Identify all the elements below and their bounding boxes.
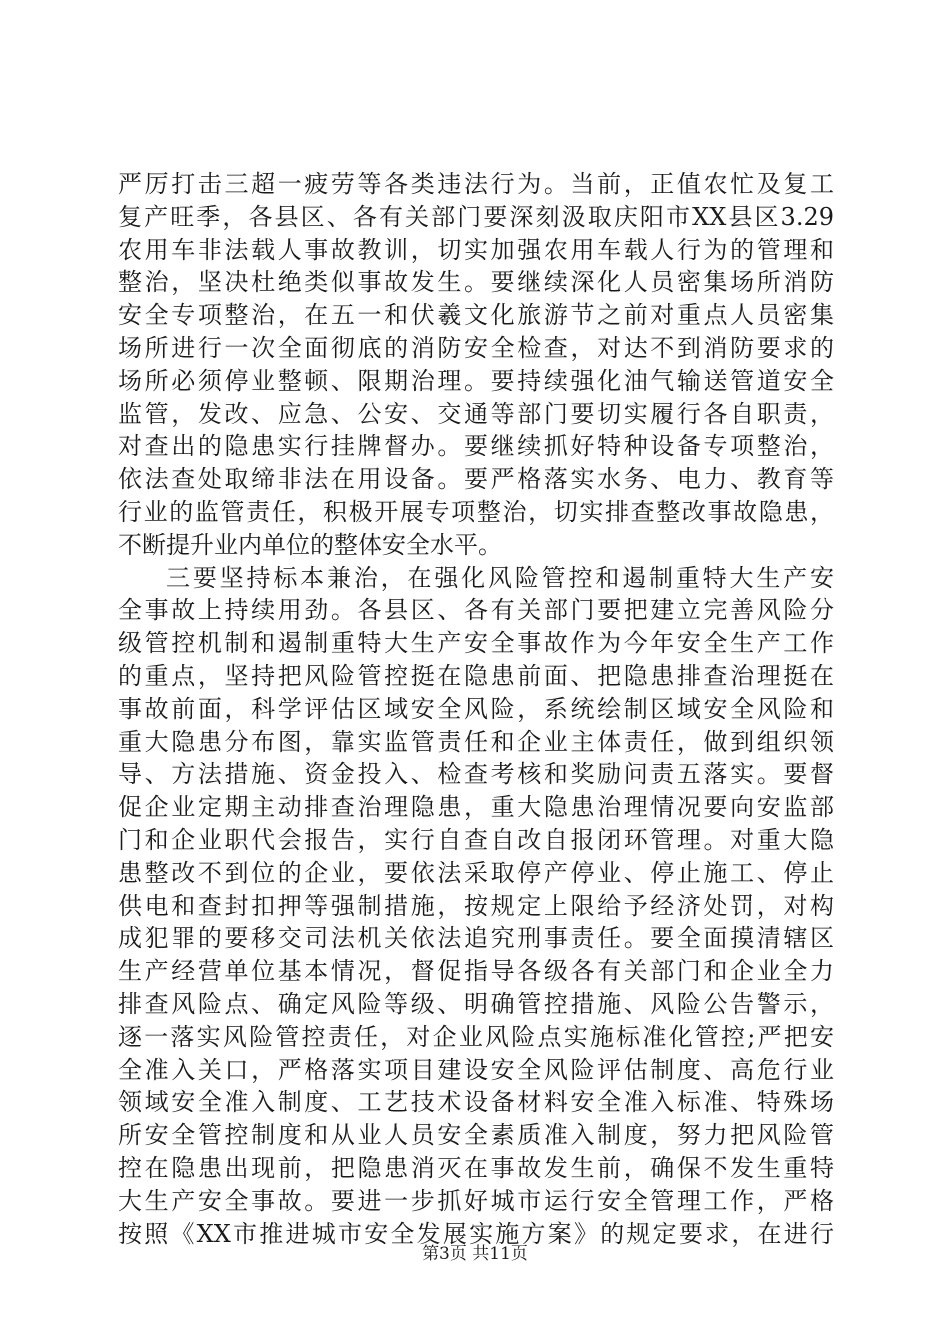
text-line: 监管，发改、应急、公安、交通等部门要切实履行各自职责， (118, 399, 834, 428)
text-line: 全事故上持续用劲。各县区、各有关部门要把建立完善风险分 (118, 596, 834, 625)
text-line: 导、方法措施、资金投入、检查考核和奖励问责五落实。要督 (118, 760, 834, 789)
paragraph-2 (118, 562, 834, 1251)
text-line: 大生产安全事故。要进一步抓好城市运行安全管理工作，严格 (118, 1186, 834, 1215)
text-line: 领域安全准入制度、工艺技术设备材料安全准入标准、特殊场 (118, 1088, 834, 1117)
text-line: 排查风险点、确定风险等级、明确管控措施、风险公告警示， (118, 989, 834, 1018)
text-line: 门和企业职代会报告，实行自查自改自报闭环管理。对重大隐 (118, 825, 834, 854)
text-line: 整治，坚决杜绝类似事故发生。要继续深化人员密集场所消防 (118, 268, 834, 297)
text-line: 依法查处取缔非法在用设备。要严格落实水务、电力、教育等 (118, 465, 834, 494)
text-line: 事故前面，科学评估区域安全风险，系统绘制区域安全风险和 (118, 694, 834, 723)
text-line: 行业的监管责任，积极开展专项整治，切实排查整改事故隐患， (118, 497, 834, 526)
text-line: 促企业定期主动排查治理隐患，重大隐患治理情况要向安监部 (118, 793, 834, 822)
text-line: 生产经营单位基本情况，督促指导各级各有关部门和企业全力 (118, 957, 834, 986)
text-line: 逐一落实风险管控责任，对企业风险点实施标准化管控;严把安 (118, 1022, 834, 1051)
text-line: 复产旺季，各县区、各有关部门要深刻汲取庆阳市XX县区3.29 (118, 202, 834, 231)
text-line: 供电和查封扣押等强制措施，按规定上限给予经济处罚，对构 (118, 891, 834, 920)
text-line: 严厉打击三超一疲劳等各类违法行为。当前，正值农忙及复工 (118, 170, 834, 198)
text-line: 不断提升业内单位的整体安全水平。 (118, 530, 502, 559)
text-line: 按照《XX市推进城市安全发展实施方案》的规定要求，在进行 (118, 1219, 834, 1248)
text-line: 重大隐患分布图，靠实监管责任和企业主体责任，做到组织领 (118, 727, 834, 756)
text-line: 全准入关口，严格落实项目建设安全风险评估制度、高危行业 (118, 1055, 834, 1084)
text-line: 对查出的隐患实行挂牌督办。要继续抓好特种设备专项整治， (118, 432, 834, 461)
text-line: 控在隐患出现前，把隐患消灭在事故发生前，确保不发生重特 (118, 1153, 834, 1182)
text-line: 成犯罪的要移交司法机关依法追究刑事责任。要全面摸清辖区 (118, 924, 834, 953)
text-line: 场所必须停业整顿、限期治理。要持续强化油气输送管道安全 (118, 366, 834, 395)
document-body (118, 168, 834, 1250)
text-line: 所安全管控制度和从业人员安全素质准入制度，努力把风险管 (118, 1121, 834, 1150)
paragraph-1 (118, 168, 834, 562)
text-line: 级管控机制和遏制重特大生产安全事故作为今年安全生产工作 (118, 629, 834, 658)
page-footer (0, 1243, 950, 1265)
text-line: 场所进行一次全面彻底的消防安全检查，对达不到消防要求的 (118, 333, 834, 362)
text-line: 三要坚持标本兼治，在强化风险管控和遏制重特大生产安 (166, 563, 834, 592)
text-line: 患整改不到位的企业，要依法采取停产停业、停止施工、停止 (118, 858, 834, 887)
text-line: 的重点，坚持把风险管控挺在隐患前面、把隐患排查治理挺在 (118, 661, 834, 690)
text-line: 安全专项整治，在五一和伏羲文化旅游节之前对重点人员密集 (118, 301, 834, 330)
page-number: 第3页 共11页 (422, 1244, 528, 1264)
text-line: 农用车非法载人事故教训，切实加强农用车载人行为的管理和 (118, 235, 834, 264)
